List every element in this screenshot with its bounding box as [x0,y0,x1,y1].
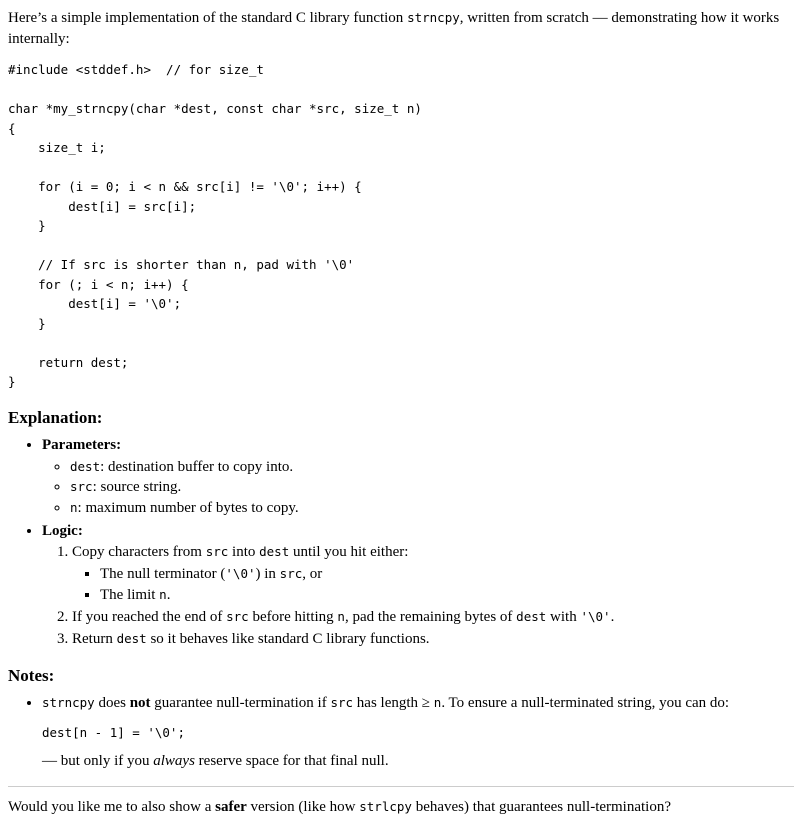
closing-pre: Would you like me to also show a [8,798,216,815]
step1-post: until you hit either: [289,544,409,561]
step1-pre: Copy characters from [72,544,206,561]
sub2-code-n: n [159,586,167,602]
param-code-n: n [70,500,78,516]
note-tail-post: reserve space for that final null. [194,753,389,770]
note-mid1: guarantee null-termination if [150,695,331,712]
intro-inline-code-strncpy: strncpy [407,10,460,25]
step2-mid2: , pad the remaining bytes of [344,609,517,626]
closing-question [8,797,794,818]
step3-code-dest: dest [116,631,147,647]
logic-bullet [42,521,794,650]
step1-mid: into [228,544,260,561]
note-bold-not: not [129,695,151,712]
step1-code-src: src [205,544,229,560]
step2-mid3: with [546,609,581,626]
param-text-src: : source string. [92,479,182,496]
closing-code-strlcpy: strlcpy [359,798,412,814]
step1-code-dest: dest [259,544,290,560]
logic-step-3 [72,629,794,650]
note-tail-pre: — but only if you [42,753,154,770]
step3-pre: Return [72,631,117,648]
param-text-dest: : destination buffer to copy into. [100,458,294,475]
step2-code-null: '\0' [580,609,611,625]
step1-sub-list [72,564,794,605]
logic-steps-list [42,542,794,649]
step2-code-n: n [337,609,345,625]
sub1-code-src: src [279,566,303,582]
sub2-post: . [166,586,171,603]
intro-paragraph [8,8,794,50]
sub2-pre: The limit [100,586,160,603]
intro-text-part1: Here’s a simple implementation of the standard C library function [8,10,408,26]
param-code-dest: dest [70,458,101,474]
step2-mid1: before hitting [248,609,338,626]
step1-sub-null-terminator [100,564,794,585]
note-pre: does [94,695,130,712]
param-code-src: src [70,479,93,495]
parameters-label: Parameters: [42,436,122,453]
explanation-heading: Explanation: [8,407,103,427]
step2-code-dest: dest [516,609,547,625]
parameter-item-n [70,498,794,519]
notes-bullet-list [8,693,794,772]
param-text-n: : maximum number of bytes to copy. [77,500,299,517]
sub1-mid: ) in [255,566,280,583]
closing-mid: version (like how [246,798,360,815]
note-tail-italic-always: always [153,753,195,770]
logic-step-2 [72,607,794,628]
note-code-n: n [433,695,442,711]
note-mid2: has length ≥ [353,695,434,712]
step2-pre: If you reached the end of [72,609,227,626]
explanation-bullet-list [8,435,794,650]
parameters-sub-list [42,457,794,519]
parameter-item-src [70,477,794,498]
closing-post: behaves) that guarantees null-termination? [411,798,672,815]
note-post: . To ensure a null-terminated string, you can do: [441,695,730,712]
parameter-item-dest [70,457,794,478]
parameters-bullet [42,435,794,519]
notes-item-1 [42,693,794,772]
closing-bold-safer: safer [215,798,247,815]
code-block-my-strncpy: #include <stddef.h> // for size_t char *my_strncpy(char *dest, const char *src, size_t n) { size_t i; for (i = 0; i < n && src[i] != '\0'; i++) { dest[i] = src[i]; } // If src is shorter than n, pad with '\0' for (; i < n; i++) { dest[i] = '\0'; } return dest; } [8,62,422,389]
note-code-line-dest-assign: dest[n - 1] = '\0'; [42,724,185,740]
note-code-src: src [330,695,354,711]
step3-post: so it behaves like standard C library functions. [146,631,430,648]
sub1-code-null: '\0' [225,566,256,582]
notes-heading: Notes: [8,665,55,685]
intro-text-part2: , written from scratch — demonstrating how it works internally: [8,10,780,47]
section-divider [8,786,794,787]
sub1-pre: The null terminator ( [100,566,226,583]
step2-post: . [610,609,615,626]
step2-code-src: src [226,609,249,625]
logic-label: Logic: [42,522,83,539]
sub1-post: , or [302,566,323,583]
note-code-strncpy: strncpy [42,695,95,711]
logic-step-1 [72,542,794,605]
step1-sub-limit-n [100,585,794,606]
